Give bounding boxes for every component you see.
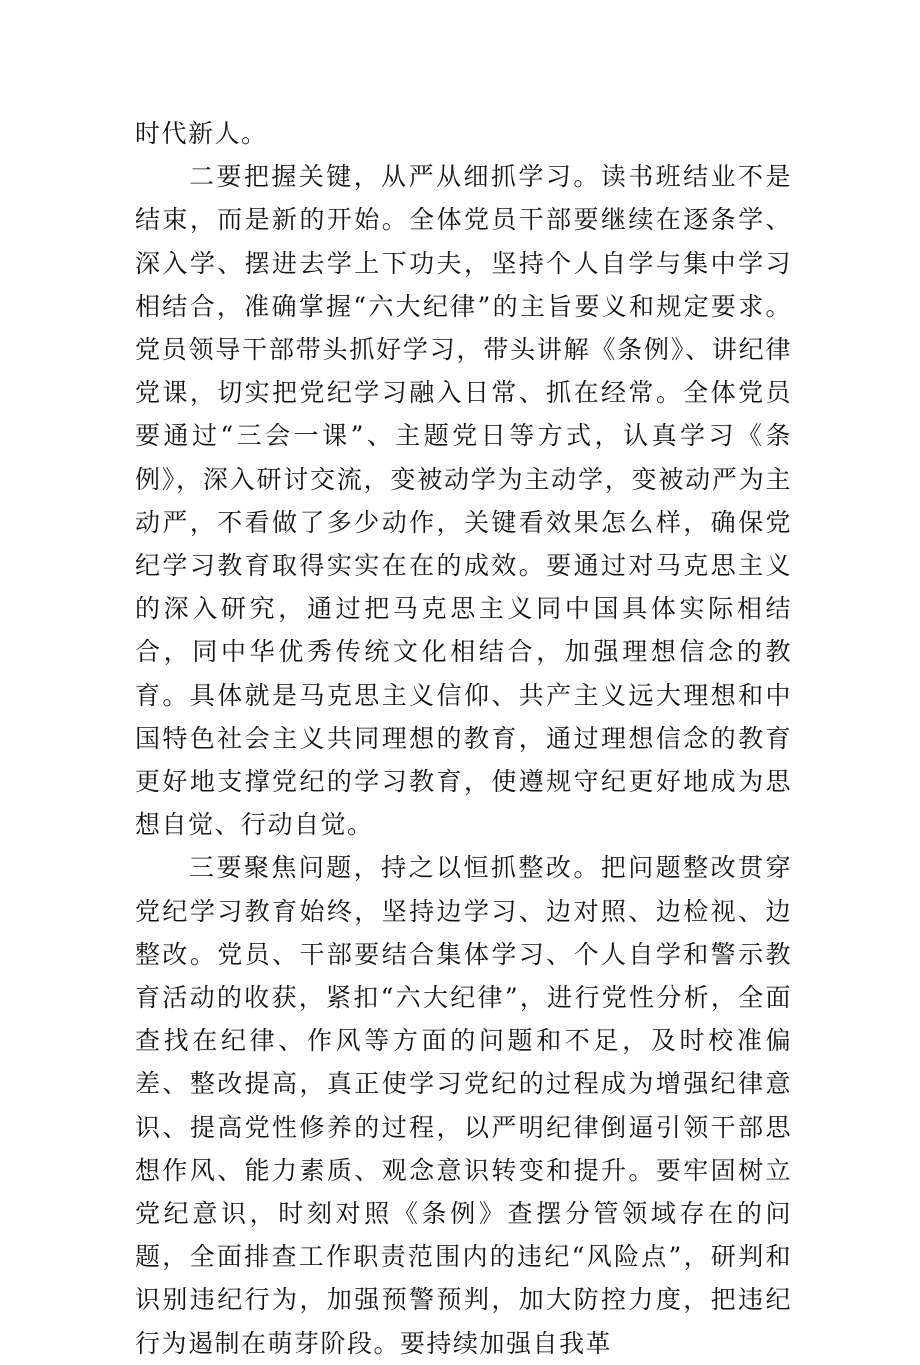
paragraph-continuation: 时代新人。 bbox=[135, 119, 268, 148]
paragraph-study: 二要把握关键，从严从细抓学习。读书班结业不是结束，而是新的开始。全体党员干部要继续在逐条学、深入学、摆进去学上下功夫，坚持个人自学与集中学习相结合，准确掌握“六大纪律”的主旨要义和规定要求。党员领导干部带头抓好学习，带头讲解《条例》、讲纪律党课，切实把党纪学习融入日常、抓在经常。全体党员要通过“三会一课”、主题党日等方式，认真学习《条例》，深入研讨交流，变被动学为主动学，变被动严为主动严，不看做了多少动作，关键看效果怎么样，确保党纪学习教育取得实实在在的成效。要通过对马克思主义的深入研究，通过把马克思主义同中国具体实际相结合，同中华优秀传统文化相结合，加强理想信念的教育。具体就是马克思主义信仰、共产主义远大理想和中国特色社会主义共同理想的教育，通过理想信念的教育更好地支撑党纪的学习教育，使遵规守纪更好地成为思想自觉、行动自觉。 bbox=[135, 162, 792, 840]
paragraph-rectification: 三要聚焦问题，持之以恒抓整改。把问题整改贯穿党纪学习教育始终，坚持边学习、边对照、边检视、边整改。党员、干部要结合集体学习、个人自学和警示教育活动的收获，紧扣“六大纪律”，进行党性分析，全面查找在纪律、作风等方面的问题和不足，及时校准偏差、整改提高，真正使学习党纪的过程成为增强纪律意识、提高党性修养的过程，以严明纪律倒逼引领干部思想作风、能力素质、观念意识转变和提升。要牢固树立党纪意识，时刻对照《条例》查摆分管领域存在的问题，全面排查工作职责范围内的违纪“风险点”，研判和识别违纪行为，加强预警预判，加大防控力度，把违纪行为遏制在萌芽阶段。要持续加强自我革 bbox=[135, 853, 792, 1358]
